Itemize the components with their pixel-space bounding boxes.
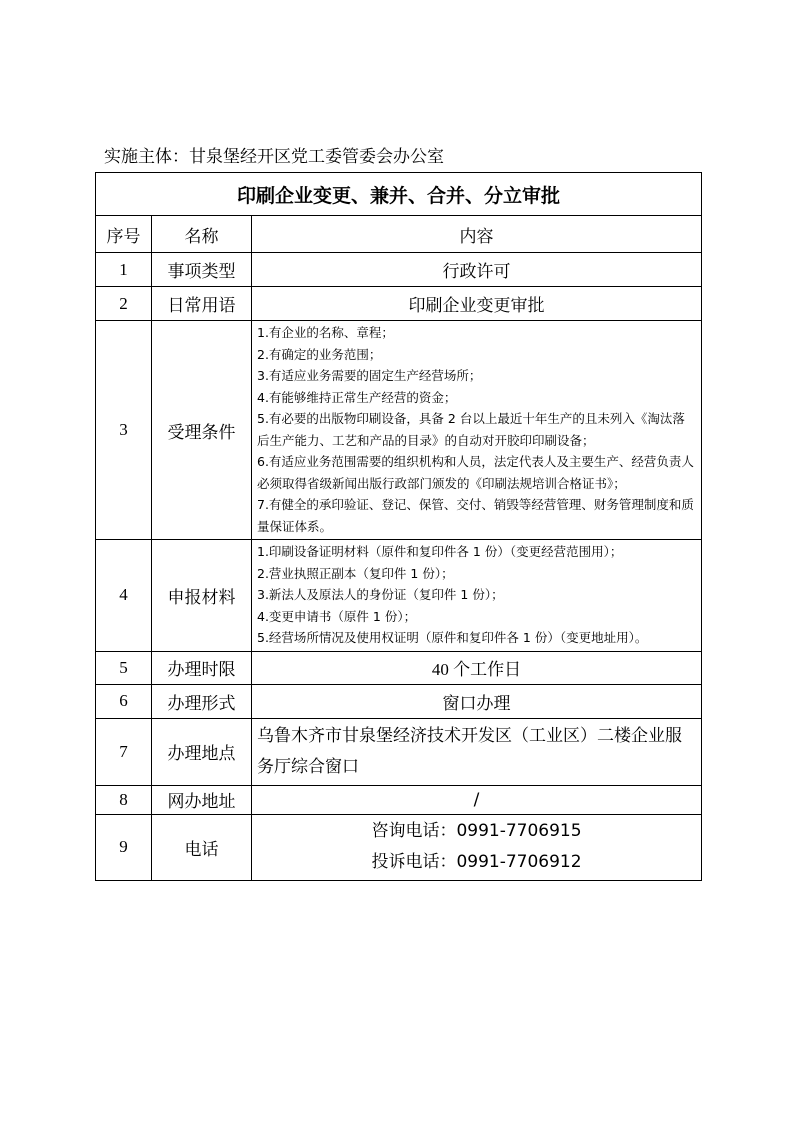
row-name: 办理形式 <box>152 684 252 718</box>
row-name: 办理时限 <box>152 651 252 684</box>
condition-item: 2.有确定的业务范围； <box>257 346 382 362</box>
material-item: 4.变更申请书（原件 1 份）； <box>257 608 417 624</box>
title-row <box>96 173 702 216</box>
material-item: 1.印刷设备证明材料（原件和复印件各 1 份）（变更经营范围用）； <box>257 544 623 559</box>
row-number: 7 <box>96 718 152 785</box>
table-row <box>96 718 702 785</box>
material-item: 2.营业执照正副本（复印件 1 份）； <box>257 565 454 581</box>
row-number: 6 <box>96 684 152 718</box>
row-value: 行政许可 <box>252 253 702 287</box>
row-name: 办理地点 <box>152 718 252 785</box>
row-name: 电话 <box>152 814 252 880</box>
time-limit-value: 40 个工作日 <box>431 660 522 679</box>
condition-item: 7.有健全的承印验证、登记、保管、交付、销毁等经营管理、财务管理制度和质量保证体系。 <box>257 497 694 534</box>
row-name: 网办地址 <box>152 785 252 814</box>
table-row <box>96 651 702 684</box>
phone-numbers <box>252 814 702 880</box>
header-row <box>96 216 702 253</box>
row-name: 事项类型 <box>152 253 252 287</box>
consult-phone: 咨询电话：0991-7706915 <box>371 821 582 841</box>
row-name: 受理条件 <box>152 321 252 540</box>
condition-item: 6.有适应业务范围需要的组织机构和人员，法定代表人及主要生产、经营负责人必须取得省级新闻出版行政部门颁发的《印刷法规培训合格证书》； <box>257 454 694 491</box>
row-number: 2 <box>96 287 152 321</box>
material-item: 3.新法人及原法人的身份证（复印件 1 份）； <box>257 587 504 602</box>
header-content: 内容 <box>252 216 702 253</box>
row-name: 日常用语 <box>152 287 252 321</box>
row-number: 5 <box>96 651 152 684</box>
row-value: 印刷企业变更审批 <box>252 287 702 321</box>
office-address: 乌鲁木齐市甘泉堡经济技术开发区（工业区）二楼企业服务厅综合窗口 <box>252 718 702 785</box>
table-row <box>96 684 702 718</box>
row-number: 4 <box>96 540 152 652</box>
acceptance-conditions <box>252 321 702 540</box>
condition-item: 1.有企业的名称、章程； <box>257 325 394 340</box>
header-name: 名称 <box>152 216 252 253</box>
row-number: 1 <box>96 253 152 287</box>
material-item: 5.经营场所情况及使用权证明（原件和复印件各 1 份）（变更地址用）。 <box>257 630 648 645</box>
implementing-body: 实施主体：甘泉堡经开区党工委管委会办公室 <box>104 147 444 167</box>
approval-info-table <box>95 172 702 881</box>
table-title: 印刷企业变更、兼并、合并、分立审批 <box>96 173 702 216</box>
condition-item: 3.有适应业务需要的固定生产经营场所； <box>257 368 482 383</box>
condition-item: 5.有必要的出版物印刷设备，具备 2 台以上最近十年生产的且未列入《淘汰落后生产能力、工艺和产品的目录》的自动对开胶印印刷设备； <box>257 411 685 448</box>
condition-item: 4.有能够维持正常生产经营的资金； <box>257 389 457 405</box>
complaint-phone: 投诉电话：0991-7706912 <box>371 852 582 872</box>
row-number: 9 <box>96 814 152 880</box>
row-value: 窗口办理 <box>252 684 702 718</box>
table-row <box>96 287 702 321</box>
row-number: 8 <box>96 785 152 814</box>
online-address-value: / <box>252 785 702 814</box>
table-row <box>96 253 702 287</box>
row-value <box>252 651 702 684</box>
table-row <box>96 814 702 880</box>
application-materials <box>252 540 702 652</box>
table-row <box>96 540 702 652</box>
row-name: 申报材料 <box>152 540 252 652</box>
table-row <box>96 785 702 814</box>
header-seq: 序号 <box>96 216 152 253</box>
row-number: 3 <box>96 321 152 540</box>
table-row <box>96 321 702 540</box>
